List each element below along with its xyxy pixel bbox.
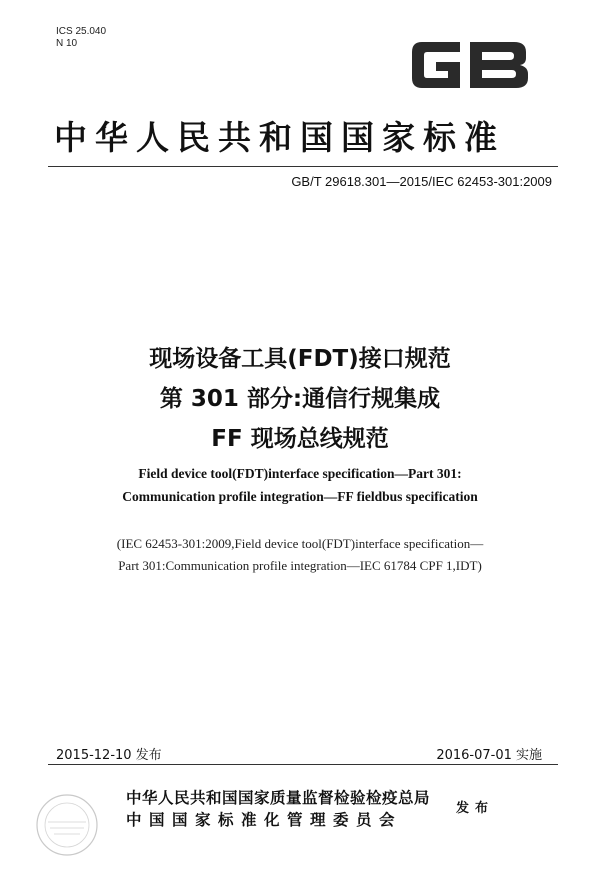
chinese-title-line-3: FF 现场总线规范 [211, 426, 389, 452]
implementation-date: 2016-07-01 实施 [436, 748, 542, 763]
english-title-line-1: Field device tool(FDT)interface specification—Part 301: [138, 466, 462, 481]
standard-number: GB/T 29618.301—2015/IEC 62453-301:2009 [291, 174, 552, 189]
equivalence-line-1: (IEC 62453-301:2009,Field device tool(FDT)interface specification— [116, 536, 484, 551]
release-date: 2015-12-10 发布 [56, 748, 162, 763]
issuer-line-2: 中国国家标准化管理委员会 [126, 811, 403, 829]
chinese-title-line-2: 第 301 部分:通信行规集成 [159, 386, 441, 412]
header-divider [48, 166, 558, 167]
faded-stamp-icon [34, 792, 100, 858]
classification-codes [56, 26, 106, 50]
equivalence-line-2: Part 301:Communication profile integration—IEC 61784 CPF 1,IDT) [118, 558, 482, 573]
english-title-line-2: Communication profile integration—FF fieldbus specification [122, 489, 478, 504]
footer-divider [48, 764, 558, 765]
chinese-title-line-1: 现场设备工具(FDT)接口规范 [149, 346, 451, 372]
standard-type-title: 中华人民共和国国家标准 [54, 118, 505, 157]
ics-code: ICS 25.040 [56, 26, 107, 37]
issued-label: 发布 [456, 801, 495, 816]
gb-logo [408, 38, 532, 92]
issuer-line-1: 中华人民共和国国家质量监督检验检疫总局 [126, 789, 431, 807]
ccs-code: N 10 [56, 38, 78, 49]
